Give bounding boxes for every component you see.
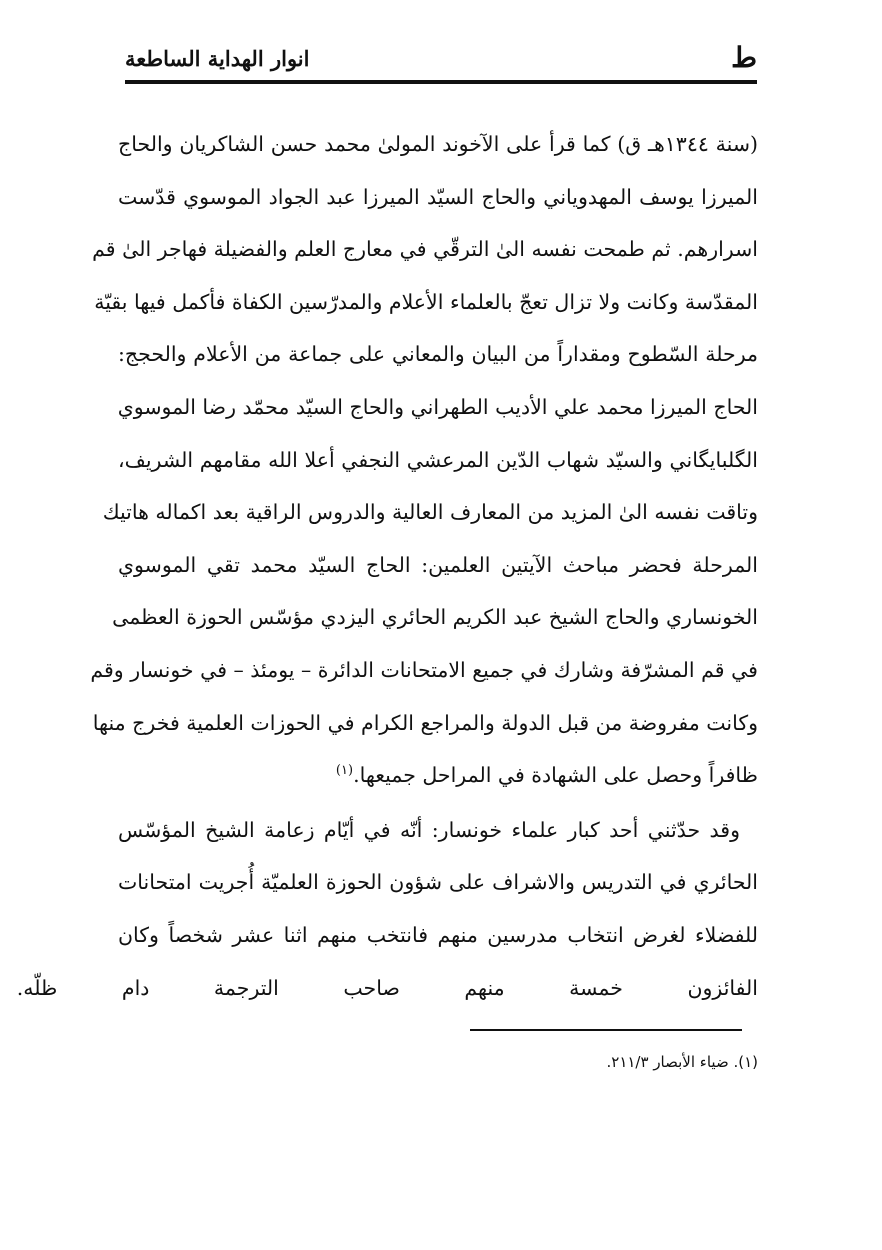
text-line-last [118, 749, 758, 802]
text-line: المرحلة فحضر مباحث الآيتين العلمين: الحاج السيّد محمد تقي الموسوي [118, 552, 758, 577]
text-line: وكانت مفروضة من قبل الدولة والمراجع الكرام في الحوزات العلمية فخرج منها [92, 710, 758, 735]
page-header [125, 40, 757, 80]
text-line: المقدّسة وكانت ولا تزال تعجّ بالعلماء الأعلام والمدرّسين الكفاة فأكمل فيها بقيّة [94, 289, 758, 314]
text-line: مرحلة السّطوح ومقداراً من البيان والمعاني على جماعة من الأعلام والحجج: [118, 342, 758, 367]
main-text [16, 118, 758, 1014]
paragraph-2 [16, 804, 758, 1014]
text-line: الگلبايگاني والسيّد شهاب الدّين المرعشي النجفي أعلا الله مقامهم الشريف، [118, 447, 758, 472]
text-line: الخونساري والحاج الشيخ عبد الكريم الحائري اليزدي مؤسّس الحوزة العظمى [112, 605, 758, 630]
page-number: ط [731, 41, 757, 74]
footnote-rule [470, 1029, 742, 1031]
footnote: (١). ضياء الأبصار ٢١١/٣. [606, 1053, 758, 1071]
text-line: وتاقت نفسه الىٰ المزيد من المعارف العالية والدروس الراقية بعد اكماله هاتيك [102, 500, 758, 525]
text-line-content: ظافراً وحصل على الشهادة في المراحل جميعها. [353, 763, 758, 788]
text-line: في قم المشرّفة وشارك في جميع الامتحانات الدائرة – يومئذ – في خونسار وقم [90, 657, 758, 682]
text-line: (سنة ١٣٤٤هـ ق) كما قرأ على الآخوند المولىٰ محمد حسن الشاكريان والحاج [118, 132, 758, 156]
text-line: الحاج الميرزا محمد علي الأديب الطهراني والحاج السيّد محمّد رضا الموسوي [117, 394, 758, 419]
header-rule [125, 80, 757, 84]
text-line: وقد حدّثني أحد كبار علماء خونسار: أنّه في أيّام زعامة الشيخ المؤسّس [118, 817, 740, 842]
text-line: الحائري في التدريس والاشراف على شؤون الحوزة العلميّة أُجريت امتحانات [118, 870, 758, 895]
paragraph-1 [90, 118, 758, 802]
footnote-reference: (١) [335, 763, 354, 779]
text-line: الميرزا يوسف المهدوياني والحاج السيّد الميرزا عبد الجواد الموسوي قدّست [118, 184, 758, 209]
text-line-last: الفائزون خمسة منهم صاحب الترجمة دام ظلّه. [16, 975, 758, 1000]
running-title: انوار الهداية الساطعة [125, 46, 310, 71]
text-line: للفضلاء لغرض انتخاب مدرسين منهم فانتخب منهم اثنا عشر شخصاً وكان [118, 922, 758, 947]
text-line: اسرارهم. ثم طمحت نفسه الىٰ الترقّي في معارج العلم والفضيلة فهاجر الىٰ قم [92, 237, 758, 262]
